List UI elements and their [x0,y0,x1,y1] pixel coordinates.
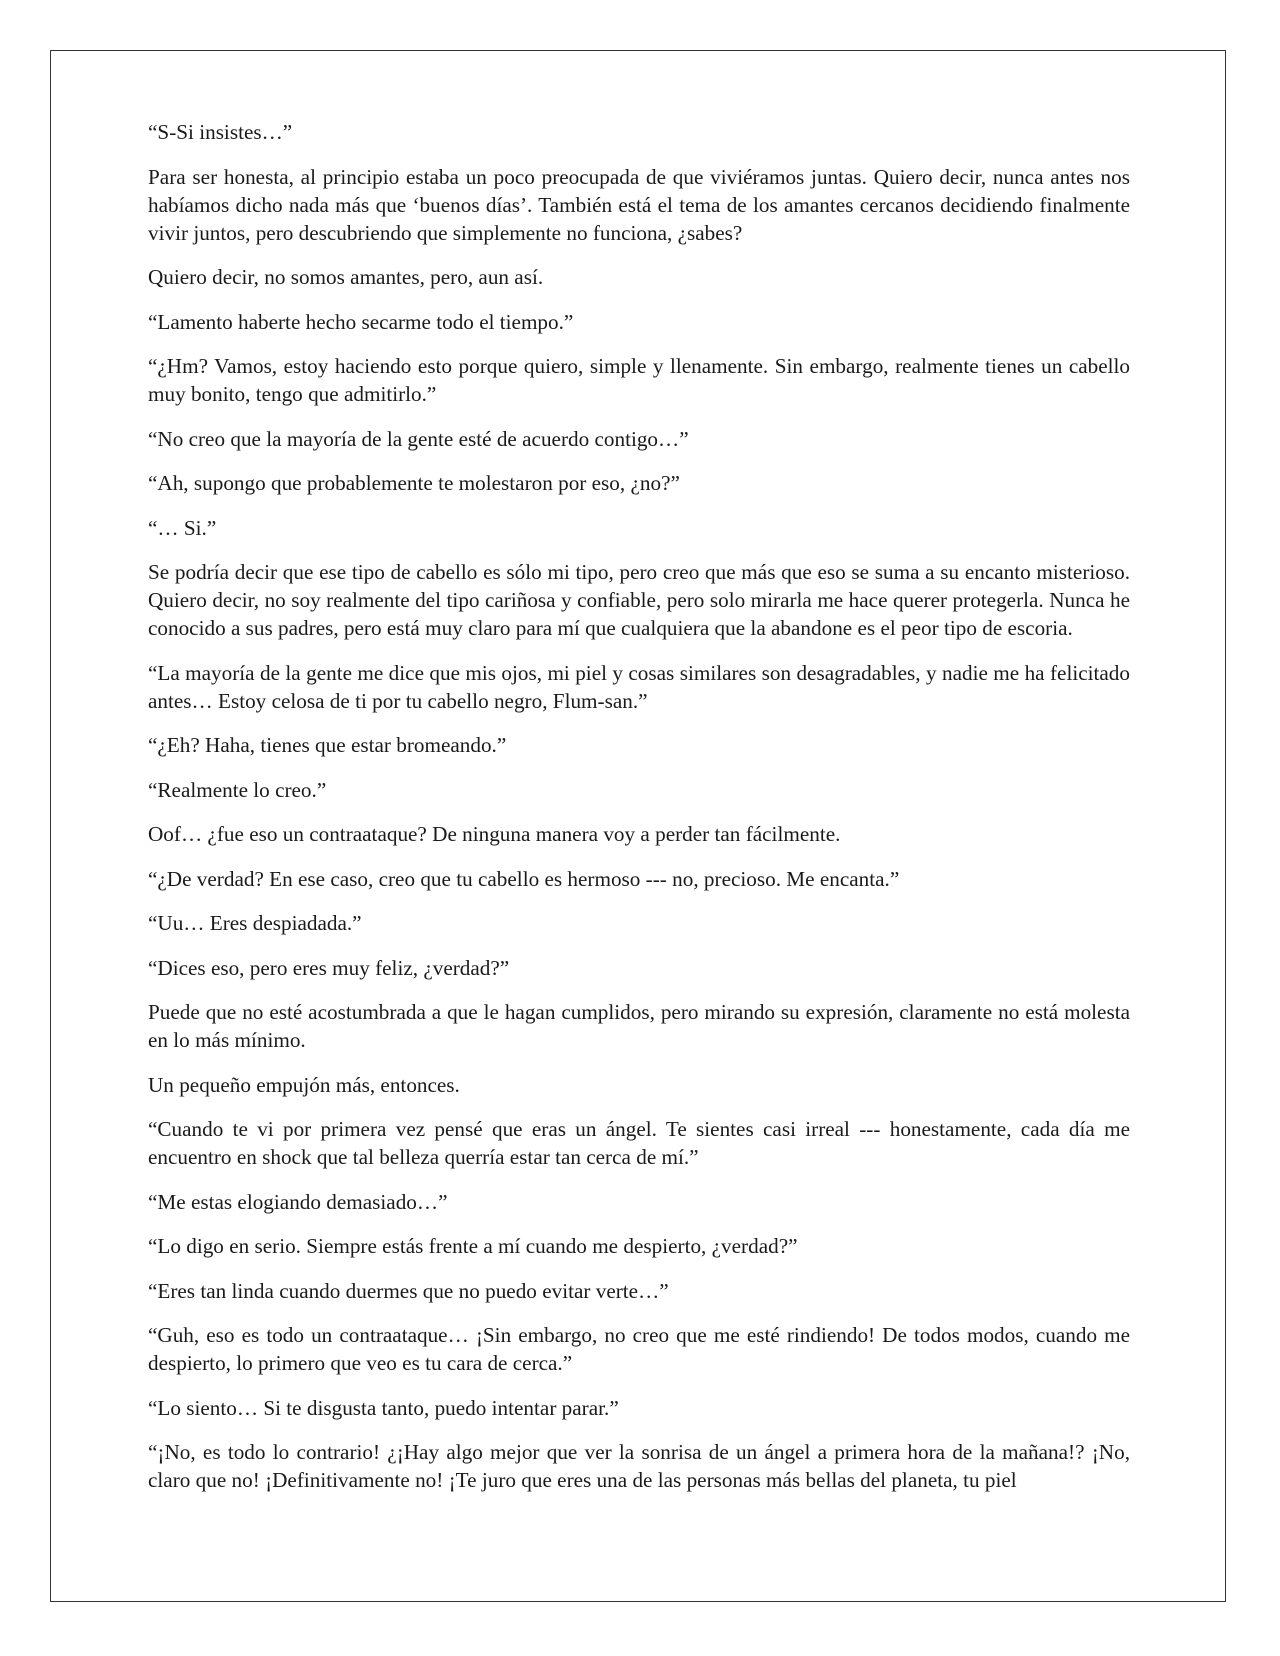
paragraph: “La mayoría de la gente me dice que mis ojos, mi piel y cosas similares son desagradables, y nadie me ha felicitado antes… Estoy celosa de ti por tu cabello negro, Flum-san.” [148,660,1130,713]
document-body [148,118,1130,1511]
paragraph: Un pequeño empujón más, entonces. [148,1072,460,1097]
paragraph: “Me estas elogiando demasiado…” [148,1189,448,1214]
paragraph: Puede que no esté acostumbrada a que le hagan cumplidos, pero mirando su expresión, claramente no está molesta en lo más mínimo. [148,1000,1130,1052]
paragraph: “Lo siento… Si te disgusta tanto, puedo intentar parar.” [148,1395,619,1420]
paragraph: Para ser honesta, al principio estaba un poco preocupada de que viviéramos juntas. Quiero decir, nunca antes nos habíamos dicho nada más que ‘buenos días’. También está el tema de los amantes cercanos decidiendo finalmente vivir juntos, pero descubriendo que simplemente no funciona, ¿sabes? [148,164,1130,245]
paragraph: Oof… ¿fue eso un contraataque? De ninguna manera voy a perder tan fácilmente. [148,822,841,846]
paragraph: Se podría decir que ese tipo de cabello es sólo mi tipo, pero creo que más que eso se suma a su encanto misterioso. Quiero decir, no soy realmente del tipo cariñosa y confiable, pero solo mirarla me hace querer protegerla. Nunca he conocido a sus padres, pero está muy claro para mí que cualquiera que la abandone es el peor tipo de escoria. [148,560,1130,640]
paragraph: “¿Hm? Vamos, estoy haciendo esto porque quiero, simple y llenamente. Sin embargo, realmente tienes un cabello muy bonito, tengo que admitirlo.” [148,354,1130,406]
paragraph: “Dices eso, pero eres muy feliz, ¿verdad?” [148,955,510,980]
paragraph: “S-Si insistes…” [148,120,293,144]
paragraph: “Eres tan linda cuando duermes que no puedo evitar verte…” [148,1278,669,1303]
paragraph: “Ah, supongo que probablemente te molestaron por eso, ¿no?” [148,471,680,495]
paragraph: “¿Eh? Haha, tienes que estar bromeando.” [148,733,507,757]
paragraph: “Guh, eso es todo un contraataque… ¡Sin embargo, no creo que me esté rindiendo! De todos modos, cuando me despierto, lo primero que veo es tu cara de cerca.” [148,1323,1130,1375]
paragraph: “¿De verdad? En ese caso, creo que tu cabello es hermoso --- no, precioso. Me encanta.” [148,866,900,891]
paragraph: “Cuando te vi por primera vez pensé que eras un ángel. Te sientes casi irreal --- honestamente, cada día me encuentro en shock que tal belleza querría estar tan cerca de mí.” [148,1117,1130,1169]
paragraph: “No creo que la mayoría de la gente esté de acuerdo contigo…” [148,426,689,451]
paragraph: “Lamento haberte hecho secarme todo el tiempo.” [148,309,574,334]
paragraph: “… Si.” [148,515,217,540]
paragraph: “Realmente lo creo.” [148,777,327,802]
paragraph: “¡No, es todo lo contrario! ¿¡Hay algo mejor que ver la sonrisa de un ángel a primera hora de la mañana!? ¡No, claro que no! ¡Definitivamente no! ¡Te juro que eres una de las personas más bellas del planeta, tu piel [148,1440,1130,1492]
paragraph: “Uu… Eres despiadada.” [148,911,362,935]
paragraph: “Lo digo en serio. Siempre estás frente a mí cuando me despierto, ¿verdad?” [148,1234,798,1258]
paragraph: Quiero decir, no somos amantes, pero, aun así. [148,265,544,289]
